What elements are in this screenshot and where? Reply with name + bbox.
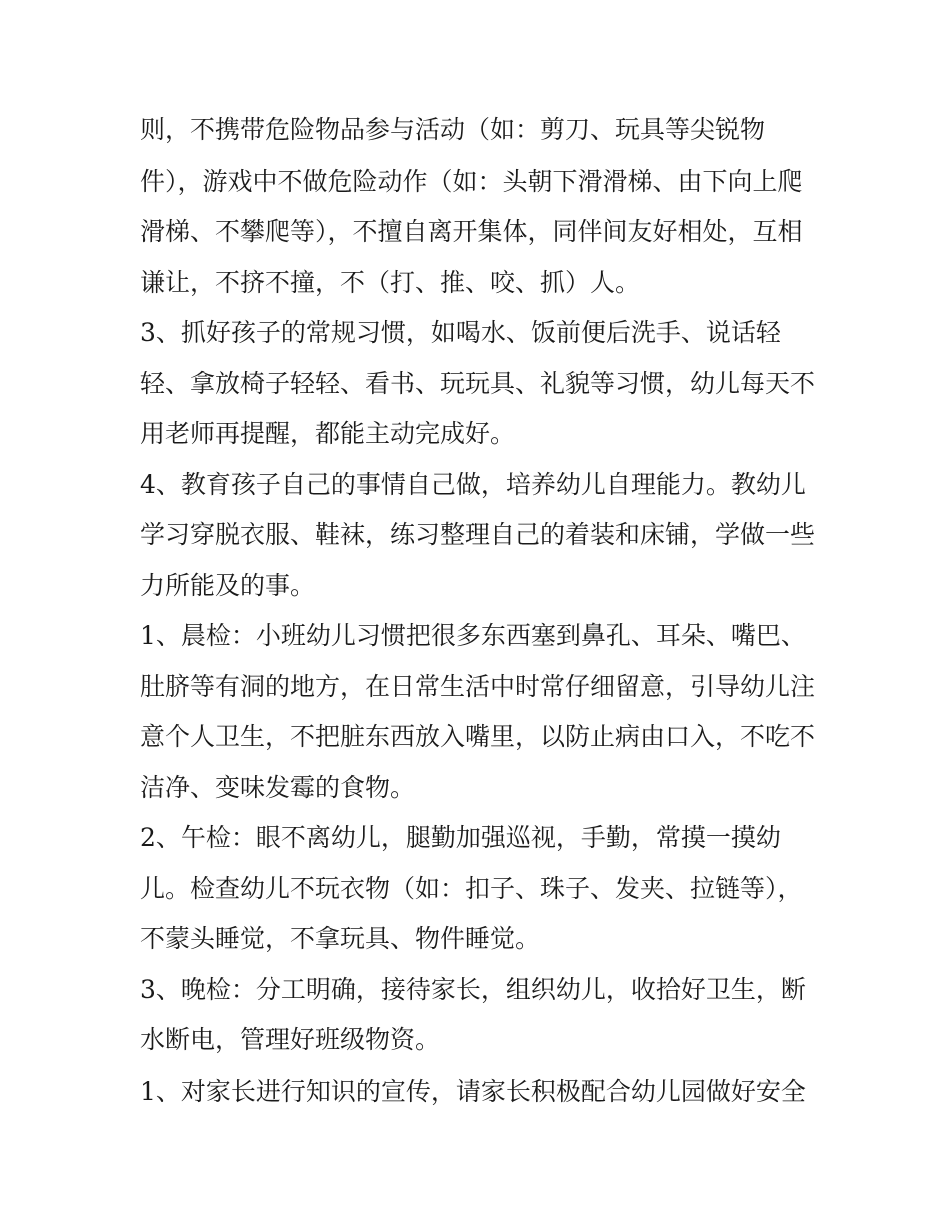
text-line: 学习穿脱衣服、鞋袜，练习整理自己的着装和床铺，学做一些 [140, 520, 816, 549]
text-line: 轻、拿放椅子轻轻、看书、玩玩具、礼貌等习惯，幼儿每天不 [140, 369, 816, 398]
text-line: 力所能及的事。 [140, 571, 316, 600]
text-line: 不蒙头睡觉，不拿玩具、物件睡觉。 [140, 924, 541, 953]
text-line: 水断电，管理好班级物资。 [140, 1025, 441, 1054]
evening-check-start: 3、晚检：分工明确，接待家长，组织幼儿，收拾好卫生，断 [140, 975, 806, 1004]
paragraph-3-start: 3、抓好孩子的常规习惯，如喝水、饭前便后洗手、说话轻 [140, 318, 781, 347]
text-line: 用老师再提醒，都能主动完成好。 [140, 419, 516, 448]
text-line: 洁净、变味发霉的食物。 [140, 773, 416, 802]
text-line: 件），游戏中不做危险动作（如：头朝下滑滑梯、由下向上爬 [140, 167, 803, 196]
noon-check-start: 2、午检：眼不离幼儿，腿勤加强巡视，手勤，常摸一摸幼 [140, 823, 781, 852]
paragraph-4-start: 4、教育孩子自己的事情自己做，培养幼儿自理能力。教幼儿 [140, 470, 806, 499]
text-line: 儿。检查幼儿不玩衣物（如：扣子、珠子、发夹、拉链等）， [140, 874, 803, 903]
text-line: 肚脐等有洞的地方，在日常生活中时常仔细留意，引导幼儿注 [140, 672, 816, 701]
text-line: 意个人卫生，不把脏东西放入嘴里，以防止病由口入，不吃不 [140, 722, 816, 751]
morning-check-start: 1、晨检：小班幼儿习惯把很多东西塞到鼻孔、耳朵、嘴巴、 [140, 621, 806, 650]
text-line: 谦让，不挤不撞，不（打、推、咬、抓）人。 [140, 268, 641, 297]
text-line: 滑梯、不攀爬等），不擅自离开集体，同伴间友好相处，互相 [140, 217, 803, 246]
text-line: 则，不携带危险物品参与活动（如：剪刀、玩具等尖锐物 [140, 115, 766, 144]
parent-publicity-start: 1、对家长进行知识的宣传，请家长积极配合幼儿园做好安全 [140, 1077, 806, 1106]
